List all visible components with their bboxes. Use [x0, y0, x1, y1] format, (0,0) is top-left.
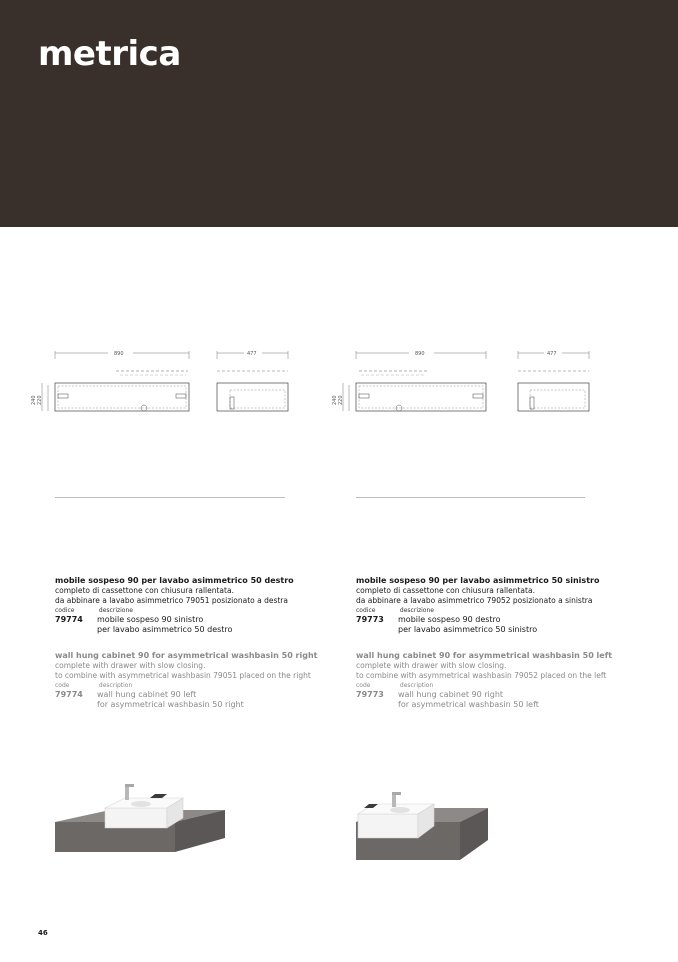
product-item: mobile sospeso 90 destro — [398, 615, 501, 624]
product-desc-en-2: to combine with asymmetrical washbasin 79052 placed on the left — [356, 671, 607, 680]
italian-description — [356, 576, 656, 635]
product-desc-it-2: da abbinare a lavabo asimmetrico 79051 posizionato a destra — [55, 596, 288, 605]
code-header: code — [356, 682, 371, 689]
product-item-sub: per lavabo asimmetrico 50 destro — [97, 625, 233, 634]
english-description — [356, 651, 656, 710]
product-code: 79774 — [55, 615, 83, 624]
depth-dimension-label: 477 — [247, 351, 257, 357]
height-inner-label: 220 — [338, 395, 344, 405]
front-view-drawing-right — [329, 345, 499, 425]
product-desc-it-1: completo di cassettone con chiusura rallentata. — [55, 586, 234, 595]
brand-logo: metrica — [38, 34, 181, 74]
product-item: mobile sospeso 90 sinistro — [97, 615, 204, 624]
depth-dimension-label: 477 — [547, 351, 557, 357]
front-view-drawing-left — [28, 345, 198, 425]
code-header: codice — [356, 607, 376, 614]
height-outer-label: 240 — [31, 395, 37, 405]
product-code: 79774 — [55, 690, 83, 699]
width-dimension-label: 890 — [415, 351, 425, 357]
product-row — [55, 615, 355, 625]
side-view-drawing-left — [212, 345, 292, 425]
width-dimension-label: 890 — [114, 351, 124, 357]
product-desc-it-1: completo di cassettone con chiusura rallentata. — [356, 586, 535, 595]
product-description-right — [356, 576, 656, 710]
separator-rule-left — [55, 497, 285, 498]
product-title-en: wall hung cabinet 90 for asymmetrical washbasin 50 right — [55, 651, 318, 660]
code-header: code — [55, 682, 70, 689]
product-desc-it-2: da abbinare a lavabo asimmetrico 79052 posizionato a sinistra — [356, 596, 593, 605]
product-code: 79773 — [356, 615, 384, 624]
product-item-sub: for asymmetrical washbasin 50 right — [97, 700, 244, 709]
product-item-sub: per lavabo asimmetrico 50 sinistro — [398, 625, 538, 634]
description-header: descrizione — [98, 607, 133, 614]
code-header: codice — [55, 607, 75, 614]
height-outer-label: 240 — [332, 395, 338, 405]
product-item: wall hung cabinet 90 left — [97, 690, 197, 699]
italian-description — [55, 576, 355, 635]
product-description-left — [55, 576, 355, 710]
product-desc-en-2: to combine with asymmetrical washbasin 79051 placed on the right — [55, 671, 311, 680]
product-title-it: mobile sospeso 90 per lavabo asimmetrico 50 destro — [55, 576, 294, 585]
product-desc-en-1: complete with drawer with slow closing. — [356, 661, 507, 670]
header-band — [0, 0, 678, 227]
product-row — [356, 615, 656, 625]
product-title-it: mobile sospeso 90 per lavabo asimmetrico 50 sinistro — [356, 576, 600, 585]
product-code: 79773 — [356, 690, 384, 699]
side-view-drawing-right — [512, 345, 592, 425]
separator-rule-right — [356, 497, 585, 498]
description-header: descrizione — [399, 607, 434, 614]
description-header: description — [399, 682, 434, 689]
description-header: description — [98, 682, 133, 689]
product-desc-en-1: complete with drawer with slow closing. — [55, 661, 206, 670]
product-image-left — [55, 780, 225, 880]
product-item-sub: for asymmetrical washbasin 50 left — [398, 700, 539, 709]
product-item: wall hung cabinet 90 right — [398, 690, 504, 699]
height-inner-label: 220 — [37, 395, 43, 405]
product-row — [356, 690, 656, 700]
product-title-en: wall hung cabinet 90 for asymmetrical washbasin 50 left — [356, 651, 613, 660]
product-row — [55, 690, 355, 700]
page-number: 46 — [38, 929, 48, 937]
english-description — [55, 651, 355, 710]
product-image-right — [356, 790, 526, 880]
